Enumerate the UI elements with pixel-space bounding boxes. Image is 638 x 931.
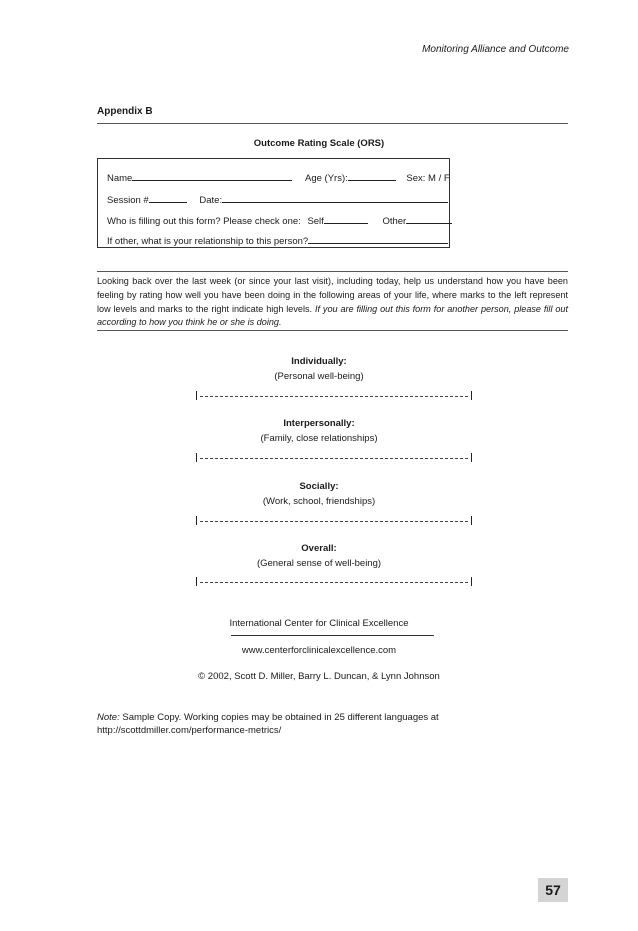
note-label: Note: [97,712,120,723]
scale-right-end [471,577,472,586]
scale-interpersonally-title: Interpersonally: [283,418,355,429]
session-label: Session # [107,195,149,206]
instructions-top-rule [97,271,568,272]
scale-dashes [200,458,468,459]
scale-left-end [196,516,197,525]
client-info-box [97,158,450,248]
other-field[interactable] [406,213,452,224]
scale-left-end [196,577,197,586]
form-title: Outcome Rating Scale (ORS) [253,138,385,149]
session-field[interactable] [149,192,187,203]
scale-left-end [196,453,197,462]
scale-individually-title: Individually: [291,356,347,367]
other-label: Other [382,216,407,227]
instructions [97,275,568,330]
scale-right-end [471,516,472,525]
self-field[interactable] [324,213,368,224]
date-field[interactable] [222,192,448,203]
sex-label: Sex: M / F [406,173,450,184]
running-header: Monitoring Alliance and Outcome [422,44,569,55]
scale-overall-title: Overall: [301,543,337,554]
scale-right-end [471,391,472,400]
scale-individually-line[interactable] [196,391,472,401]
relationship-field[interactable] [308,233,448,244]
appendix-label: Appendix B [97,106,153,117]
scale-socially-line[interactable] [196,516,472,526]
organization-name: International Center for Clinical Excellence [229,618,409,629]
scale-dashes [200,521,468,522]
instructions-text: Looking back over the last week (or since your last visit), including today, help us understand how you have been feeling by rating how well you have been doing in the following areas of your life, where marks to the left represent low levels and marks to the right indicate high levels. [97,276,568,314]
relationship-row [107,233,448,247]
organization-rule [231,635,434,636]
section-divider [97,123,568,124]
scale-individually-subtitle: (Personal well-being) [274,371,364,382]
scale-overall-line[interactable] [196,577,472,587]
scale-dashes [200,396,468,397]
scale-left-end [196,391,197,400]
scale-socially-title: Socially: [299,481,339,492]
scale-interpersonally-subtitle: (Family, close relationships) [260,433,378,444]
who-label: Who is filling out this form? Please check one: [107,216,301,227]
page-number: 57 [538,878,568,902]
instructions-bottom-rule [97,330,568,331]
name-field[interactable] [132,170,292,181]
copyright-line: © 2002, Scott D. Miller, Barry L. Duncan, & Lynn Johnson [198,671,440,682]
scale-right-end [471,453,472,462]
scale-socially-subtitle: (Work, school, friendships) [262,496,376,507]
instructions-italic-text: If you are filling out this form for another person, please fill out according to how you think he or she is doing. [97,303,568,328]
age-label: Age (Yrs): [304,173,348,184]
who-row [107,213,452,227]
note [97,711,517,737]
date-label: Date: [199,195,223,206]
note-text: Sample Copy. Working copies may be obtained in 25 different languages at http://scottdmiller.com/performance-metrics/ [97,712,439,736]
scale-overall-subtitle: (General sense of well-being) [256,558,382,569]
self-label: Self [307,216,324,227]
name-label: Name [107,173,133,184]
relationship-label: If other, what is your relationship to this person? [107,236,309,247]
scale-dashes [200,582,468,583]
age-field[interactable] [348,170,396,181]
name-row [107,170,450,184]
organization-website[interactable]: www.centerforclinicalexcellence.com [241,645,397,656]
session-row [107,192,448,206]
scale-interpersonally-line[interactable] [196,453,472,463]
